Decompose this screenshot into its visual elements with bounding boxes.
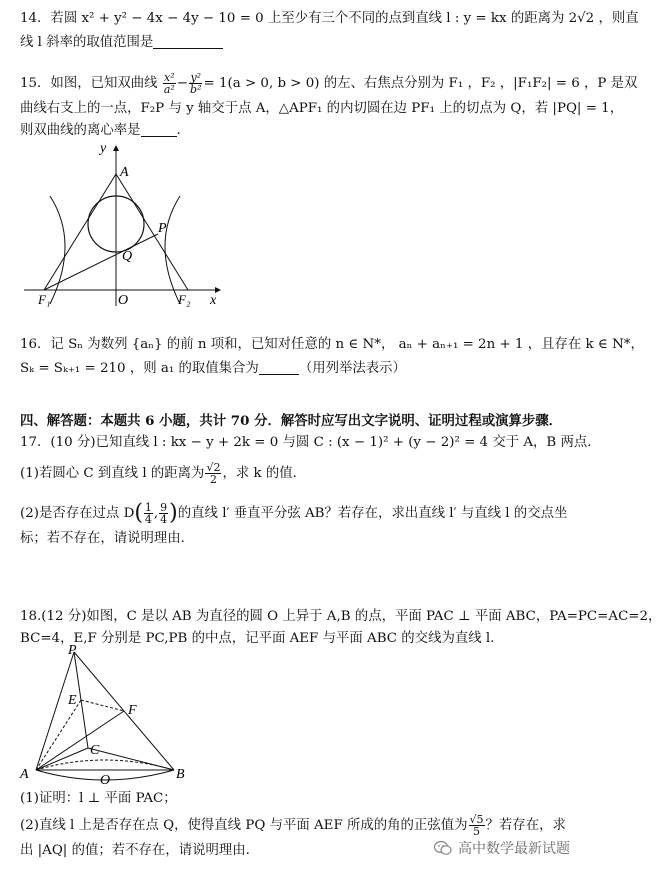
label-e: E [68,693,77,708]
segment-ef [81,700,124,711]
segment-af2 [116,174,188,290]
label-b: B [176,767,185,782]
q18-part-2: (2)直线 l 上是否存在点 Q，使得直线 PQ 与平面 AEF 所成的角的正弦值为 $\frac{√5}{5}$ ？若存在，求 [20,813,566,838]
q17-part-1: (1)若圆心 C 到直线 l 的距离为 $\frac{√2}{2}$ ，求 k 的值． [20,461,307,486]
edge-cb [88,748,174,770]
edge-ac [36,748,88,770]
q18-line-1: 18.(12 分)如图，C 是以 AB 为直径的圆 O 上异于 A,B 的点，平面 PAC ⊥ 平面 ABC，PA=PC=AC=2， [20,609,661,624]
label-o: O [118,293,129,308]
label-f1: F₁ [38,292,51,307]
q18-part-3: 出 |AQ| 的值；若不存在，请说明理由. [20,843,250,858]
q17-part-2-cont: 标；若不存在，请说明理由． [20,531,195,546]
fraction-x2-a2: $\frac{\text{x²}}{\text{a²}}$ [163,71,175,96]
segment-af [36,711,124,770]
q15-line-3: 则双曲线的离心率是 . [20,123,181,138]
answer-blank [141,122,177,137]
q14-line-2: 线 l 斜率的取值范围是 [20,34,223,52]
q15-line-2: 曲线右支上的一点，F₂P 与 y 轴交于点 A，△APF₁ 的内切圆在边 PF₁ 上的切点为 Q，若 |PQ| = 1， [20,101,624,116]
label-c: C [90,743,100,758]
label-x: x [210,293,217,308]
fraction-y2-b2: $\frac{\text{y²}}{\text{b²}}$ [190,71,202,96]
q17-part-2: (2)是否存在过点 D( $\frac{1}{4}$ , $\frac{9}{4}$ )的直线 l′ 垂直平分弦 AB？若存在，求出直线 l′ 与直线 l 的交点坐 [20,500,568,526]
q18-part-1: (1)证明：l ⊥ 平面 PAC； [20,791,177,806]
label-o: O [100,773,111,788]
answer-blank [153,34,223,49]
edge-pa [36,652,74,770]
label-q: Q [122,249,133,264]
answer-blank [259,360,299,375]
label-a: A [120,165,129,180]
q16-line-1: 16．记 Sₙ 为数列 {aₙ} 的前 n 项和，已知对任意的 n ∈ N*， aₙ + aₙ₊₁ = 2n + 1 ，且存在 k ∈ N*， [20,337,644,352]
hyperbola-right-branch [165,196,180,304]
segment-ae [36,700,81,770]
fraction-sqrt5-over-5: $\frac{√5}{5}$ [469,813,484,838]
section-heading: 四、解答题：本题共 6 小题，共计 70 分．解答时应写出文字说明、证明过程或演算步骤． [20,413,563,429]
fraction-9-over-4: $\frac{9}{4}$ [160,501,168,526]
watermark: 高中数学最新试题 [434,838,570,858]
hyperbola-figure [20,138,230,308]
label-p: P [158,221,167,236]
q17-line-1: 17．(10 分)已知直线 l : kx − y + 2k = 0 与圆 C : (x − 1)² + (y − 2)² = 4 交于 A，B 两点． [20,435,601,450]
tetrahedron-figure [18,643,198,788]
label-f: F [128,703,137,718]
q14-line-1: 14．若圆 x² + y² − 4x − 4y − 10 = 0 上至少有三个不同的点到直线 l : y = kx 的距离为 2√2 ，则直 [20,11,639,26]
fraction-1-over-4: $\frac{1}{4}$ [144,501,152,526]
label-f2: F₂ [178,292,191,307]
q16-line-2: Sₖ = Sₖ₊₁ = 210 ，则 a₁ 的取值集合为 （用列举法表示） [20,361,406,376]
wechat-icon [434,840,452,856]
label-p: P [68,643,77,658]
q18-line-2: BC=4，E,F 分别是 PC,PB 的中点，记平面 AEF 与平面 ABC 的交线为直线 l. [20,631,495,646]
label-y: y [100,141,107,156]
q15-line-1: 15．如图，已知双曲线 $\frac{\text{x²}}{\text{a²}}$ − $\frac{\text{y²}}{\text{b²}}$ = 1(a > 0, b > 0) 的左、右焦点分别为 F₁ ，F₂ ，|F₁F₂| = 6 ，P 是双 [20,71,638,96]
hyperbola-left-branch [50,196,65,304]
label-a: A [20,767,29,782]
fraction-sqrt2-over-2: $\frac{√2}{2}$ [206,461,221,486]
